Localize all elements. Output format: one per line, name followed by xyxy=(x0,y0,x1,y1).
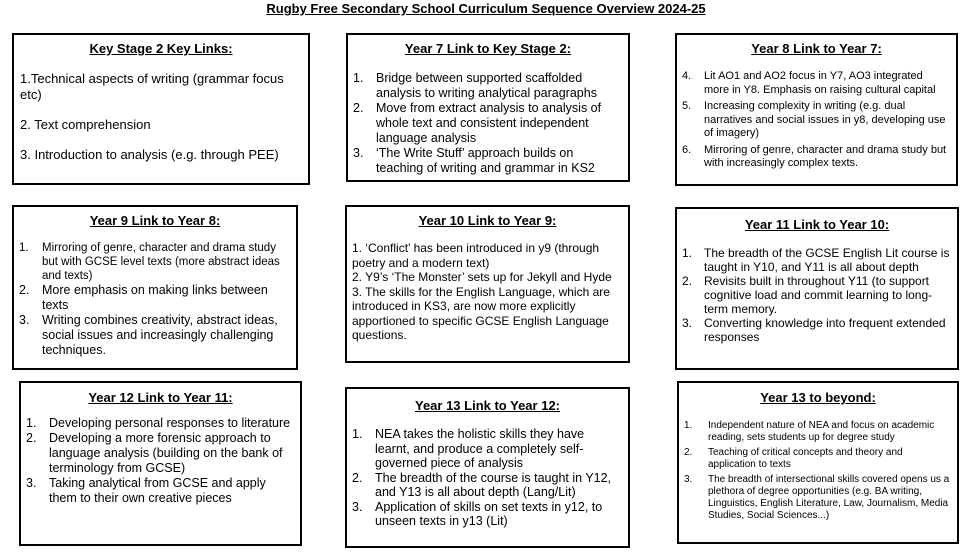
item-list xyxy=(682,246,951,344)
item-list xyxy=(353,71,622,176)
list-item: 2. More emphasis on making links between texts xyxy=(19,283,268,312)
box-title: Year 10 Link to Year 9: xyxy=(418,213,557,228)
box-year-13-beyond xyxy=(677,381,959,544)
list-item: 5. Increasing complexity in writing (e.g. dual narratives and social issues in y8, developing use of imagery) xyxy=(682,100,946,139)
list-item: 1. Mirroring of genre, character and drama study but with GCSE level texts (more abstract ideas and texts) xyxy=(19,242,280,282)
item-list xyxy=(352,427,622,529)
list-item: 3. Writing combines creativity, abstract ideas, social issues and increasingly challenging techniques. xyxy=(19,313,278,357)
list-item: 1. Bridge between supported scaffolded analysis to writing analytical paragraphs xyxy=(353,71,597,100)
list-item: 2. Text comprehension xyxy=(20,117,151,132)
list-item: 3. Introduction to analysis (e.g. through PEE) xyxy=(20,147,279,162)
box-year-7 xyxy=(346,33,630,182)
list-item: 1. Independent nature of NEA and focus on academic reading, sets students up for degree study xyxy=(684,420,935,443)
list-item: 4. Lit AO1 and AO2 focus in Y7, AO3 integrated more in Y8. Emphasis on raising cultural capital xyxy=(682,70,936,96)
box-title: Year 11 Link to Year 10: xyxy=(744,217,890,232)
box-year-10 xyxy=(345,205,630,363)
list-item: 3. The breadth of intersectional skills covered opens us a plethora of degree opportunities (e.g. BA writing, Linguistics, English Literature, Law, Journalism, Media Studies, Social Sciences...) xyxy=(684,474,950,521)
list-item: 3. ‘The Write Stuff’ approach builds on teaching of writing and grammar in KS2 xyxy=(353,146,595,175)
box-title: Key Stage 2 Key Links: xyxy=(89,41,233,56)
item-list xyxy=(352,241,622,343)
box-year-13 xyxy=(345,387,630,548)
page-title: Rugby Free Secondary School Curriculum Sequence Overview 2024-25 xyxy=(266,1,706,16)
list-item: 3. The skills for the English Language, which are introduced in KS3, are now more explicitly apportioned to specific GCSE English Language questions. xyxy=(352,284,610,342)
box-title: Year 9 Link to Year 8: xyxy=(89,213,221,228)
box-title: Year 7 Link to Key Stage 2: xyxy=(404,41,572,56)
list-item: 3. Taking analytical from GCSE and apply them to their own creative pieces xyxy=(26,476,266,505)
box-year-12 xyxy=(19,381,302,546)
list-item: 3. Application of skills on set texts in y12, to unseen texts in y13 (Lit) xyxy=(352,499,603,528)
list-item: 2. The breadth of the course is taught in Y12, and Y13 is all about depth (Lang/Lit) xyxy=(352,470,612,499)
list-item: 2. Revisits built in throughout Y11 (to support cognitive load and commit learning to long-term memory. xyxy=(682,274,933,316)
item-list xyxy=(682,70,950,171)
list-item: 2. Move from extract analysis to analysis of whole text and consistent independent language analysis xyxy=(353,101,602,145)
box-title: Year 13 to beyond: xyxy=(760,390,876,405)
box-title: Year 12 Link to Year 11: xyxy=(88,390,233,405)
list-item: 1. Developing personal responses to literature xyxy=(26,416,291,430)
item-list xyxy=(20,71,298,163)
list-item: 6. Mirroring of genre, character and drama study but with increasingly complex texts. xyxy=(682,143,947,169)
item-list xyxy=(26,416,294,506)
list-item: 1. NEA takes the holistic skills they have learnt, and produce a completely self-governed piece of analysis xyxy=(352,427,585,470)
list-item: 2. Y9’s ‘The Monster’ sets up for Jekyll and Hyde xyxy=(352,270,612,284)
list-item: 1.Technical aspects of writing (grammar focus etc) xyxy=(20,71,284,102)
list-item: 2. Developing a more forensic approach to language analysis (building on the bank of terminology from GCSE) xyxy=(26,431,283,475)
box-title: Year 13 Link to Year 12: xyxy=(414,398,560,413)
box-year-9 xyxy=(12,205,298,370)
list-item: 1. ‘Conflict’ has been introduced in y9 (through poetry and a modern text) xyxy=(352,241,600,270)
box-title: Year 8 Link to Year 7: xyxy=(751,41,882,56)
list-item: 1. The breadth of the GCSE English Lit course is taught in Y10, and Y11 is all about depth xyxy=(682,246,950,274)
item-list xyxy=(19,241,290,358)
box-year-11 xyxy=(675,207,959,370)
list-item: 2. Teaching of critical concepts and theory and application to texts xyxy=(684,447,903,470)
box-key-stage-2 xyxy=(12,33,310,185)
item-list xyxy=(684,420,951,522)
list-item: 3. Converting knowledge into frequent extended responses xyxy=(682,316,946,344)
box-year-8 xyxy=(675,33,958,186)
